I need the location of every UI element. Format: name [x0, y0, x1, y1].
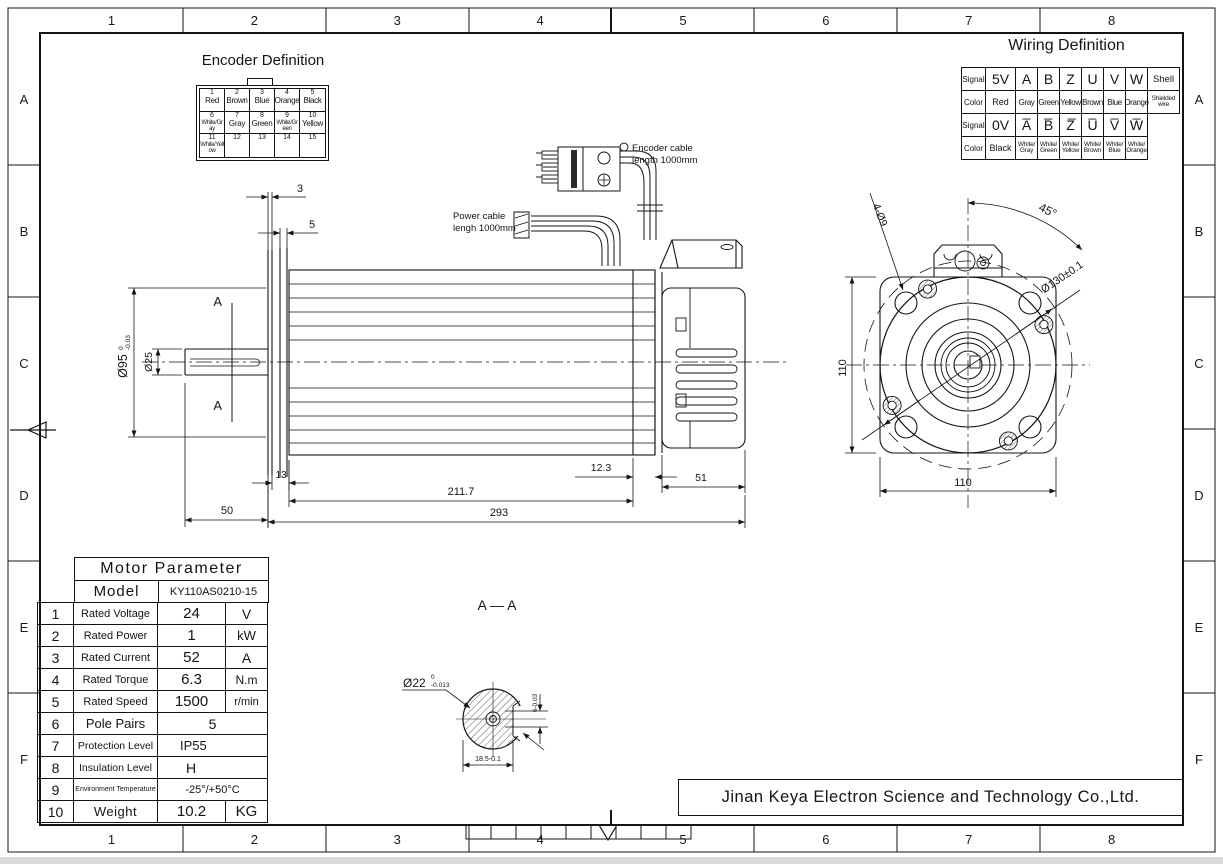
zone-number: 1: [107, 831, 116, 847]
taskbar-strip: [0, 857, 1223, 864]
zone-number: 6: [822, 831, 830, 847]
section-label-a-top: A: [213, 294, 222, 309]
dim-dia22-tol-hi: 0: [431, 674, 435, 681]
zone-letter: F: [20, 751, 28, 767]
dim-dia95-tol-hi: 0: [118, 346, 125, 350]
wiring-cell: V: [1103, 67, 1126, 91]
pin-number: 1: [210, 89, 214, 96]
param-value: 10.2: [157, 800, 226, 823]
model-label: Model: [74, 580, 159, 603]
wiring-cell: Color: [961, 90, 986, 114]
param-name: Rated Current: [73, 646, 158, 669]
param-name: Insulation Level: [73, 756, 158, 779]
row-number: 9: [37, 778, 74, 801]
param-unit: KG: [225, 800, 268, 823]
zone-letter: B: [19, 223, 29, 239]
encoder-pin-cell: [275, 89, 300, 112]
wiring-cell: 0V: [985, 113, 1016, 137]
pin-color: Green: [251, 118, 273, 128]
wiring-cell: Gray: [1015, 90, 1038, 114]
encoder-pin-cell: [225, 112, 250, 135]
row-number: 4: [37, 668, 74, 691]
dim-110-vertical: 110: [837, 359, 849, 377]
param-name: Rated Torque: [73, 668, 158, 691]
table-row: [38, 557, 269, 581]
wiring-cell: W̅: [1125, 113, 1148, 137]
pin-number: 11: [208, 134, 216, 142]
encoder-definition-title: Encoder Definition: [201, 52, 325, 69]
dim-4-holes: 4-Ø9: [870, 201, 890, 228]
table-row: [38, 602, 269, 625]
zone-number: 2: [250, 13, 258, 28]
encoder-pin-cell: [200, 89, 225, 112]
wiring-cell: Red: [985, 90, 1016, 114]
pin-color: Gray: [228, 118, 246, 128]
wiring-cell: Black: [985, 136, 1016, 160]
param-value: IP55: [157, 734, 268, 757]
dim-dia95: Ø95: [116, 354, 130, 378]
pin-color: Blue: [254, 96, 270, 105]
zone-letter: A: [19, 91, 29, 107]
encoder-pin-cell: [275, 134, 300, 157]
row-number: 1: [37, 602, 74, 625]
wiring-cell: Signal: [961, 67, 986, 91]
dim-3: 3: [296, 183, 304, 195]
zone-letters-right: [1183, 33, 1215, 825]
zone-number: 8: [1107, 831, 1116, 847]
zone-number: 6: [822, 13, 830, 28]
param-name: Protection Level: [73, 734, 158, 757]
param-value: -25°/+50°C: [157, 778, 268, 801]
pin-number: 12: [233, 134, 241, 142]
zone-letter: E: [19, 619, 29, 635]
zone-letter: D: [1194, 487, 1204, 503]
zone-letter: C: [1194, 355, 1204, 371]
wiring-cell: Z: [1059, 67, 1082, 91]
table-row: [38, 734, 269, 757]
zone-letter: D: [19, 487, 29, 503]
wiring-cell: U: [1081, 67, 1104, 91]
wiring-row: [962, 113, 1180, 137]
wiring-cell: W: [1125, 67, 1148, 91]
zone-letter: F: [1195, 751, 1203, 767]
param-unit: N.m: [225, 668, 268, 691]
pin-color: White/Yellow: [200, 142, 224, 155]
dim-key-width: 6-0.03: [532, 693, 539, 713]
section-label-a-bottom: A: [213, 398, 222, 413]
wiring-cell: White/Brown: [1081, 136, 1104, 160]
zone-number: 1: [107, 13, 116, 28]
zone-number: 4: [536, 831, 544, 847]
wiring-cell: U̅: [1081, 113, 1104, 137]
dim-293: 293: [489, 507, 509, 519]
pin-color: Black: [303, 96, 322, 105]
table-row: [38, 646, 269, 669]
wiring-definition-table: [962, 68, 1180, 160]
dim-dia25: Ø25: [143, 352, 155, 372]
zone-number: 5: [679, 831, 687, 847]
wiring-cell: White/Yellow: [1059, 136, 1082, 160]
param-value: H: [157, 756, 268, 779]
pin-color: Orange: [275, 96, 300, 105]
zone-numbers-top: [40, 8, 1183, 33]
wiring-cell: White/Green: [1037, 136, 1060, 160]
param-value: 52: [157, 646, 226, 669]
pin-number: 15: [308, 134, 317, 142]
pin-number: 2: [235, 89, 239, 96]
pin-number: 10: [308, 111, 317, 119]
encoder-pin-cell: [250, 134, 275, 157]
encoder-pin-cell: [225, 89, 250, 112]
zone-number: 2: [250, 831, 258, 847]
row-number: 7: [37, 734, 74, 757]
row-number: 5: [37, 690, 74, 713]
wiring-definition-title: Wiring Definition: [1008, 37, 1125, 54]
wiring-cell: White/Orange: [1125, 136, 1148, 160]
zone-letter: C: [19, 355, 29, 371]
wiring-cell: White/Blue: [1103, 136, 1126, 160]
table-row: [38, 756, 269, 779]
wiring-cell: B: [1037, 67, 1060, 91]
section-view-dimensions: [402, 690, 548, 772]
encoder-pin-cell: [300, 112, 325, 135]
pin-color: White/Gray: [201, 119, 223, 132]
pin-number: 5: [310, 89, 315, 96]
wiring-cell: B̅: [1037, 113, 1060, 137]
section-view-labels: [403, 597, 539, 763]
zone-number: 4: [536, 13, 544, 28]
encoder-pin-cell: [200, 134, 225, 157]
section-view: [456, 682, 546, 757]
wiring-cell: A: [1015, 67, 1038, 91]
table-row: [38, 624, 269, 647]
table-row: [38, 668, 269, 691]
param-value: 1: [157, 624, 226, 647]
param-name: Weight: [73, 800, 158, 823]
motor-table-title: Motor Parameter: [74, 557, 269, 581]
wiring-row: [962, 67, 1180, 91]
zone-number: 7: [965, 13, 973, 28]
param-value: 24: [157, 602, 226, 625]
dim-dia22-tol-lo: -0.013: [431, 682, 450, 689]
encoder-cable-callout: Encoder cable: [632, 143, 693, 154]
pin-number: 3: [260, 89, 264, 96]
zone-number: 3: [393, 13, 401, 28]
wiring-cell: Z̅: [1059, 113, 1082, 137]
wiring-cell: Shielded wire: [1147, 90, 1180, 114]
param-name: Rated Voltage: [73, 602, 158, 625]
dim-211-7: 211.7: [447, 486, 475, 498]
dim-5: 5: [308, 219, 316, 231]
section-title: A — A: [477, 597, 517, 613]
param-name: Environment Temperature: [73, 778, 158, 801]
side-view-labels: [116, 143, 707, 519]
table-row: [38, 778, 269, 801]
model-value: KY110AS0210-15: [158, 580, 269, 603]
pin-color: Brown: [226, 96, 248, 105]
zone-numbers-bottom: [40, 827, 1183, 851]
cable-linework: [514, 143, 663, 266]
pin-color: White/Green: [276, 119, 298, 132]
zone-letters-left: [8, 33, 40, 825]
param-name: Rated Speed: [73, 690, 158, 713]
table-row: [38, 712, 269, 735]
pin-number: 7: [235, 111, 239, 119]
wiring-cell: Color: [961, 136, 986, 160]
encoder-pin-cell: [250, 112, 275, 135]
pin-number: 4: [285, 89, 289, 96]
dim-45deg: 45°: [1036, 200, 1059, 221]
title-block: [678, 779, 1183, 816]
wiring-cell: A̅: [1015, 113, 1038, 137]
encoder-pin-cell: [300, 134, 325, 157]
wiring-cell: V̅: [1103, 113, 1126, 137]
zone-letter: E: [1194, 619, 1204, 635]
wiring-row: [962, 136, 1180, 160]
wiring-cell: Green: [1037, 90, 1060, 114]
row-number: 6: [37, 712, 74, 735]
wiring-cell: Shell: [1147, 67, 1180, 91]
wiring-cell: White/Gray: [1015, 136, 1038, 160]
pin-color: Red: [205, 96, 219, 105]
side-view: [142, 240, 788, 477]
param-unit: r/min: [225, 690, 268, 713]
zone-number: 7: [965, 831, 973, 847]
wiring-cell: Signal: [961, 113, 986, 137]
param-name: Rated Power: [73, 624, 158, 647]
param-unit: V: [225, 602, 268, 625]
company-name: Jinan Keya Electron Science and Technology Co.,Ltd.: [721, 788, 1140, 806]
wiring-cell: Orange: [1125, 90, 1148, 114]
dim-bolt-circle: Ø130±0.1: [1038, 259, 1086, 296]
dim-50: 50: [220, 505, 234, 517]
param-value: 6.3: [157, 668, 226, 691]
pin-number: 8: [260, 111, 264, 119]
motor-parameter-table: [38, 558, 269, 823]
row-number: 8: [37, 756, 74, 779]
zone-number: 8: [1107, 13, 1116, 28]
zone-number: 3: [393, 831, 401, 847]
table-row: [38, 690, 269, 713]
dim-dia22: Ø22: [403, 676, 426, 690]
param-value: 1500: [157, 690, 226, 713]
wiring-cell: Yellow: [1059, 90, 1082, 114]
pin-color: Yellow: [301, 118, 324, 128]
power-cable-callout: Power cable: [453, 211, 506, 222]
pin-number: 9: [285, 111, 289, 119]
dim-12-3: 12.3: [590, 462, 612, 474]
row-number: 10: [37, 800, 74, 823]
zone-number: 5: [679, 13, 687, 28]
side-view-dimensions: [128, 192, 745, 528]
dim-13: 13: [275, 470, 287, 481]
encoder-pin-cell: [250, 89, 275, 112]
table-row: [38, 580, 269, 603]
dim-51: 51: [695, 472, 707, 484]
wiring-cell: Blue: [1103, 90, 1126, 114]
param-unit: kW: [225, 624, 268, 647]
param-unit: A: [225, 646, 268, 669]
param-name: Pole Pairs: [73, 712, 158, 735]
pin-number: 6: [210, 111, 214, 119]
pin-number: 13: [258, 134, 266, 142]
encoder-pin-cell: [200, 112, 225, 135]
encoder-pin-cell: [225, 134, 250, 157]
encoder-pin-cell: [275, 112, 300, 135]
zone-letter: B: [1194, 223, 1204, 239]
dim-key-depth: 18.5-0.1: [475, 756, 501, 763]
wiring-cell: 5V: [985, 67, 1016, 91]
wiring-row: [962, 90, 1180, 114]
front-view-labels: [837, 200, 1086, 489]
dim-110-horizontal: 110: [954, 477, 972, 489]
dim-dia95-tol-lo: -0.03: [125, 335, 132, 350]
row-number: 2: [37, 624, 74, 647]
param-value: 5: [157, 712, 268, 735]
row-number: 3: [37, 646, 74, 669]
table-row: [38, 800, 269, 823]
encoder-definition-table: [196, 85, 329, 161]
encoder-cable-callout: length 1000mm: [632, 155, 698, 166]
front-view-dimensions: [845, 193, 1082, 497]
zone-letter: A: [1194, 91, 1204, 107]
encoder-pin-cell: [300, 89, 325, 112]
pin-number: 14: [283, 134, 291, 142]
wiring-cell: Brown: [1081, 90, 1104, 114]
power-cable-callout: lengh 1000mm: [453, 223, 516, 234]
front-view: [846, 198, 1090, 508]
